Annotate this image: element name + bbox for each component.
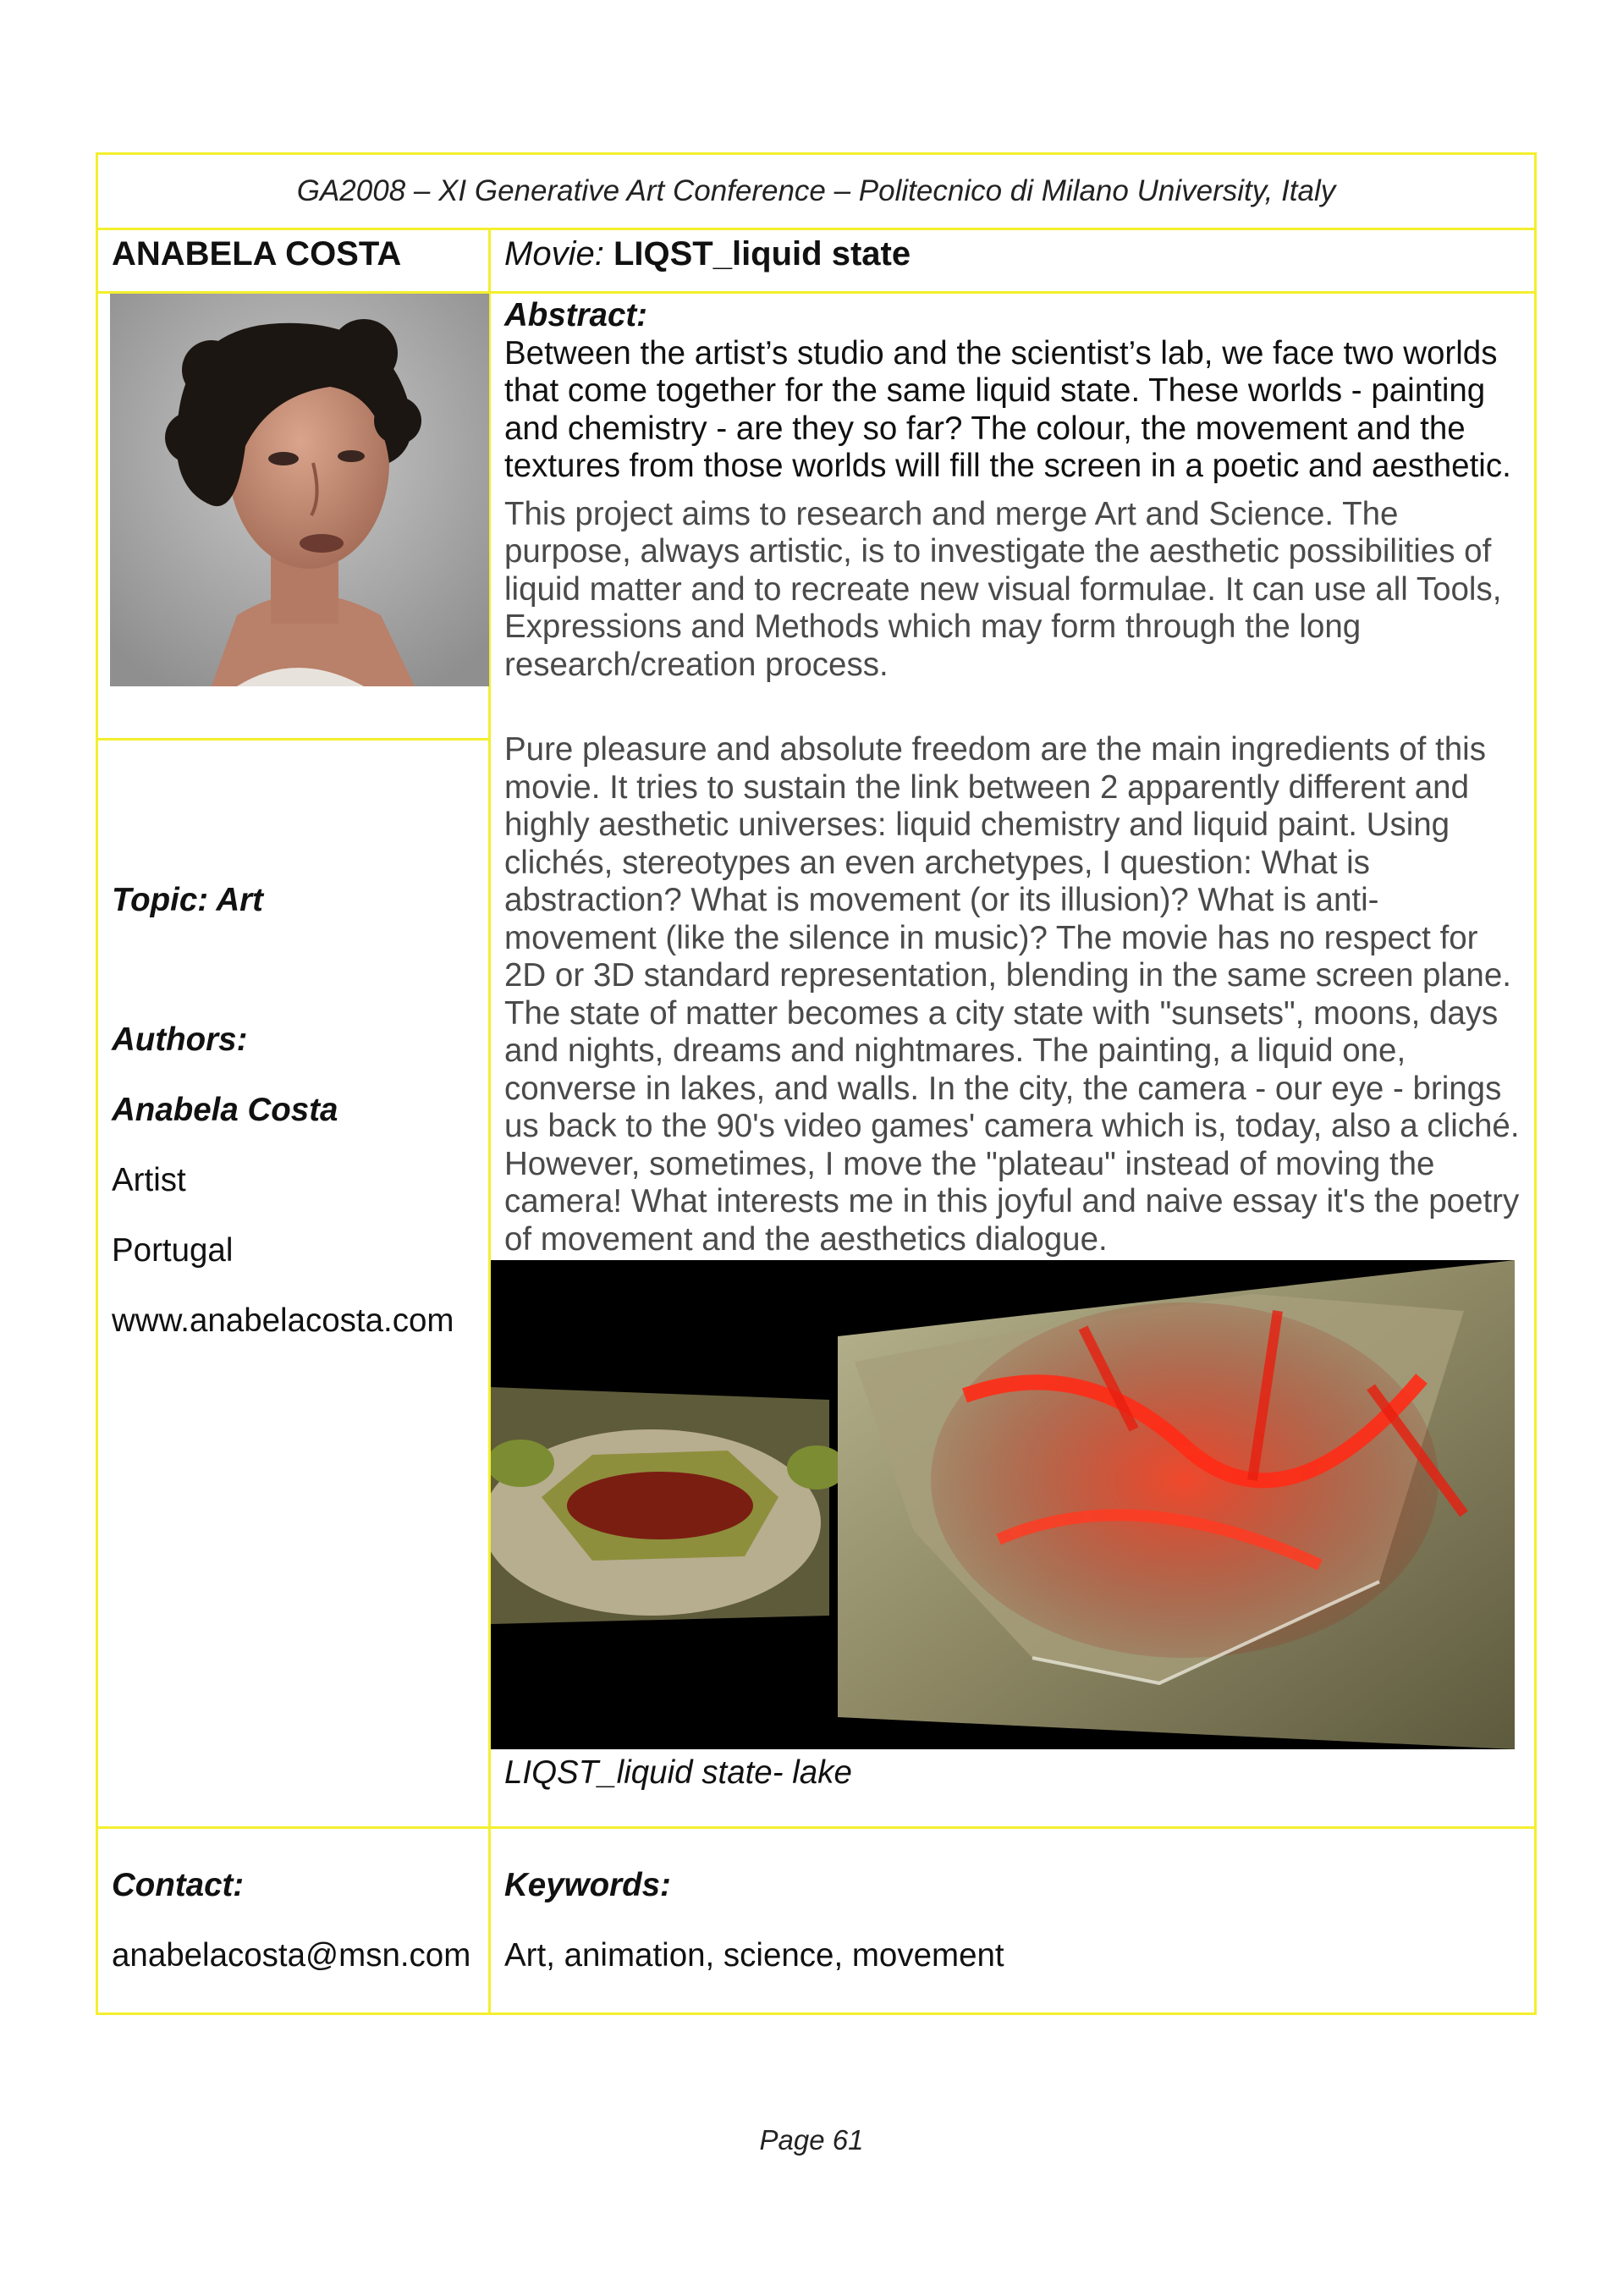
contact-label: Contact: bbox=[112, 1866, 245, 1903]
abstract-cell bbox=[490, 293, 1536, 1828]
project-paragraph: This project aims to research and merge Art and Science. The purpose, always artistic, is to investigate the aesthetic possibilities of liquid matter and to recreate new visual formulae. It can use all Tools, Expressions and Methods which may form through the long research/creation process. bbox=[504, 495, 1502, 683]
keywords-value: Art, animation, science, movement bbox=[504, 1936, 1004, 1974]
page-number: Page 61 bbox=[759, 2124, 864, 2156]
paper-table bbox=[96, 152, 1537, 2015]
conference-header: GA2008 – XI Generative Art Conference – Politecnico di Milano University, Italy bbox=[97, 154, 1536, 229]
sidebar-gap bbox=[112, 952, 475, 989]
author-country: Portugal bbox=[112, 1232, 234, 1269]
abstract-intro: Between the artist’s studio and the scientist’s lab, we face two worlds that come together for the same liquid state. These worlds - painting and chemistry - are they so far? The colour, the movement and the textures from those worlds will fill the screen in a poetic and aesthetic. bbox=[504, 334, 1511, 484]
contact-email: anabelacosta@msn.com bbox=[112, 1936, 471, 1974]
topic-label: Topic: Art bbox=[112, 881, 263, 918]
liquid-state-lake-still bbox=[491, 1260, 1515, 1749]
artist-portrait-photo bbox=[110, 294, 489, 686]
authors-label: Authors: bbox=[112, 1021, 248, 1058]
movie-label: Movie: bbox=[504, 235, 604, 273]
abstract-heading: Abstract: bbox=[504, 297, 648, 333]
author-website: www.anabelacosta.com bbox=[112, 1302, 454, 1339]
movie-title-row bbox=[490, 229, 1536, 293]
image-caption: LIQST_liquid state- lake bbox=[504, 1754, 852, 1791]
author-role: Artist bbox=[112, 1162, 186, 1198]
paper-sheet bbox=[96, 152, 1534, 2015]
keywords-cell bbox=[490, 1828, 1536, 2014]
keywords-label: Keywords: bbox=[504, 1866, 671, 1903]
author-info-cell bbox=[97, 740, 490, 1828]
author-name: Anabela Costa bbox=[112, 1092, 338, 1128]
portrait-cell bbox=[97, 293, 490, 740]
movie-title: LIQST_liquid state bbox=[613, 235, 911, 273]
paragraph-gap bbox=[504, 684, 1521, 721]
contact-cell bbox=[97, 1828, 490, 2014]
movie-description: Pure pleasure and absolute freedom are the main ingredients of this movie. It tries to sustain the link between 2 apparently different and highly aesthetic universes: liquid chemistry and liquid paint. Using clichés, stereotypes an even archetypes, I question: What is abstraction? What is movement (or its illusion)? What is anti-movement (like the silence in music)? The movie has no respect for 2D or 3D standard representation, blending in the same screen plane. The state of matter becomes a city state with "sunsets", moons, days and nights, dreams and nightmares. The painting, a liquid one, converse in lakes, and walls. In the city, the camera - our eye - brings us back to the 90's video games' camera which is, today, also a cliché. However, sometimes, I move the "plateau" instead of moving the camera! What interests me in this joyful and naive essay it's the poetry of movement and the aesthetics dialogue. bbox=[504, 731, 1520, 1258]
artist-name: ANABELA COSTA bbox=[97, 229, 490, 293]
